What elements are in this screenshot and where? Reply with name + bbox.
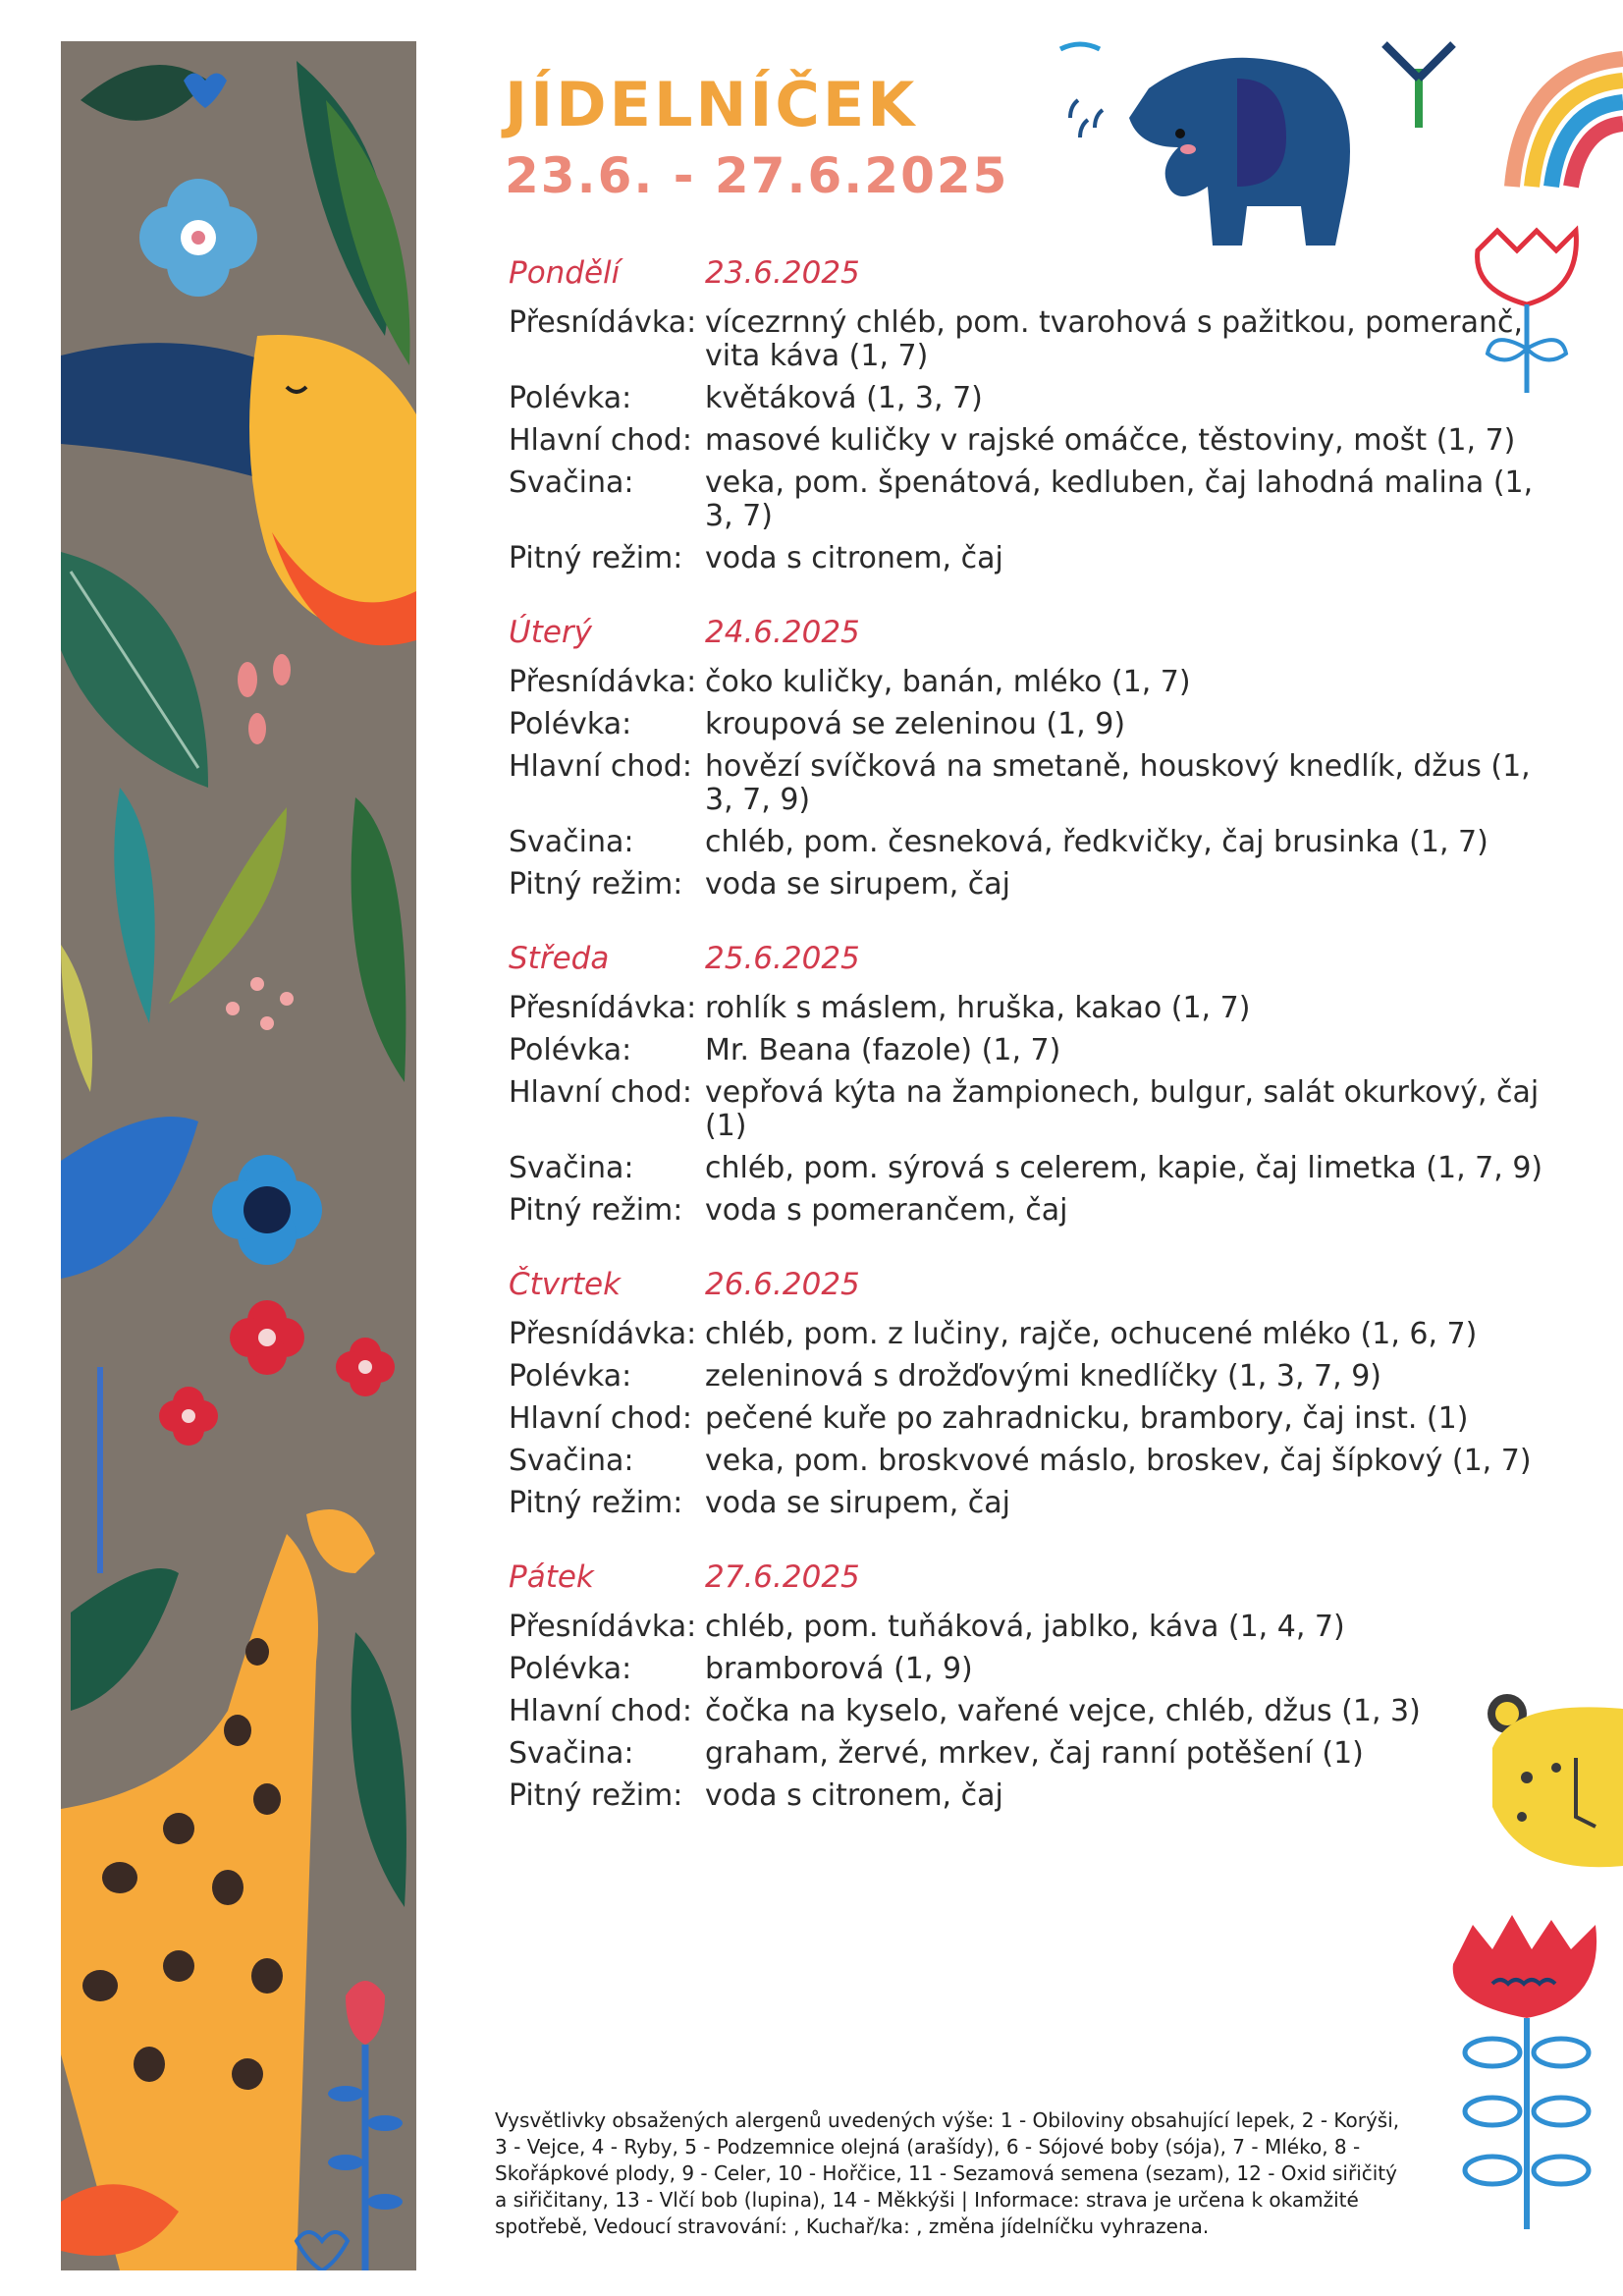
meal-label: Polévka:	[509, 1652, 632, 1686]
meal-value: kroupová se zeleninou (1, 9)	[705, 707, 1126, 741]
day-name: Úterý	[509, 615, 593, 650]
day-wednesday	[509, 931, 1559, 1228]
meal-row	[509, 1076, 1559, 1143]
day-heading	[509, 246, 1559, 301]
meal-value: veka, pom. broskvové máslo, broskev, čaj šípkový (1, 7)	[705, 1444, 1532, 1478]
meal-row	[509, 466, 1559, 533]
meal-label: Svačina:	[509, 1444, 634, 1478]
day-thursday	[509, 1257, 1559, 1520]
meal-row	[509, 826, 1559, 859]
day-heading	[509, 1550, 1559, 1605]
meal-label: Svačina:	[509, 825, 634, 859]
day-heading	[509, 605, 1559, 660]
meal-row	[509, 868, 1559, 902]
meal-label: Přesnídávka:	[509, 1317, 697, 1351]
meal-value: čočka na kyselo, vařené vejce, chléb, džus (1, 3)	[705, 1694, 1421, 1728]
day-name: Pátek	[509, 1559, 594, 1595]
meal-value: hovězí svíčková na smetaně, houskový knedlík, džus (1, 3, 7, 9)	[705, 749, 1531, 817]
meal-row	[509, 1402, 1559, 1436]
meal-row	[509, 708, 1559, 741]
meal-value: vepřová kýta na žampionech, bulgur, salát okurkový, čaj (1)	[705, 1075, 1540, 1143]
meal-value: masové kuličky v rajské omáčce, těstoviny, mošt (1, 7)	[705, 423, 1516, 458]
meal-row	[509, 1653, 1559, 1686]
meal-label: Hlavní chod:	[509, 1694, 692, 1728]
meal-value: bramborová (1, 9)	[705, 1652, 973, 1686]
meal-value: chléb, pom. sýrová s celerem, kapie, čaj limetka (1, 7, 9)	[705, 1151, 1543, 1185]
date-range: 23.6. - 27.6.2025	[505, 147, 1009, 204]
meal-value: chléb, pom. z lučiny, rajče, ochucené mléko (1, 6, 7)	[705, 1317, 1478, 1351]
elephant-illustration	[1051, 39, 1404, 275]
meal-row	[509, 424, 1559, 458]
meal-label: Hlavní chod:	[509, 423, 692, 458]
meal-label: Svačina:	[509, 465, 634, 500]
red-flower-icon	[1434, 1905, 1620, 2229]
day-heading	[509, 1257, 1559, 1312]
meal-row	[509, 1779, 1559, 1813]
day-date: 26.6.2025	[705, 1267, 860, 1302]
day-date: 24.6.2025	[705, 615, 860, 650]
meal-row	[509, 542, 1559, 575]
meal-value: voda s citronem, čaj	[705, 541, 1003, 575]
meal-row	[509, 666, 1559, 699]
meal-row	[509, 992, 1559, 1025]
meal-row	[509, 1318, 1559, 1351]
meal-value: květáková (1, 3, 7)	[705, 381, 983, 415]
allergen-legend: Vysvětlivky obsažených alergenů uvedených výše: 1 - Obiloviny obsahující lepek, 2 - Korýši, 3 - Vejce, 4 - Ryby, 5 - Podzemnice olejná (arašídy), 6 - Sójové boby (sója), 7 - Mléko, 8 - Skořápkové plody, 9 - Celer, 10 - Hořčice, 11 - Sezamová semena (sezam), 12 - Oxid siřičitý a siřičitany, 13 - Vlčí bob (lupina), 14 - Měkkýši | Informace: strava je určena k okamžité spotřebě, Vedoucí stravování: , Kuchař/ka: , změna jídelníčku vyhrazena.	[495, 2108, 1400, 2238]
meal-value: graham, žervé, mrkev, čaj ranní potěšení (1)	[705, 1736, 1364, 1771]
meal-value: zeleninová s drožďovými knedlíčky (1, 3, 7, 9)	[705, 1359, 1381, 1394]
jungle-illustration	[61, 41, 416, 2270]
meal-label: Pitný režim:	[509, 867, 683, 902]
meal-value: Mr. Beana (fazole) (1, 7)	[705, 1033, 1061, 1067]
meal-label: Hlavní chod:	[509, 1075, 692, 1110]
meal-row	[509, 1034, 1559, 1067]
day-name: Čtvrtek	[509, 1267, 622, 1302]
day-name: Středa	[509, 941, 610, 976]
meal-label: Polévka:	[509, 707, 632, 741]
day-heading	[509, 931, 1559, 986]
meal-row	[509, 1152, 1559, 1185]
meal-label: Přesnídávka:	[509, 665, 697, 699]
plant-sprout-icon	[1375, 39, 1463, 128]
meal-label: Svačina:	[509, 1736, 634, 1771]
meal-value: pečené kuře po zahradnicku, brambory, čaj inst. (1)	[705, 1401, 1469, 1436]
meal-label: Pitný režim:	[509, 541, 683, 575]
meal-value: veka, pom. špenátová, kedluben, čaj lahodná malina (1, 3, 7)	[705, 465, 1534, 533]
meal-value: voda s pomerančem, čaj	[705, 1193, 1068, 1228]
meal-row	[509, 1737, 1559, 1771]
meal-label: Pitný režim:	[509, 1778, 683, 1813]
meal-value: čoko kuličky, banán, mléko (1, 7)	[705, 665, 1191, 699]
day-date: 25.6.2025	[705, 941, 860, 976]
meal-label: Polévka:	[509, 381, 632, 415]
meal-label: Hlavní chod:	[509, 1401, 692, 1436]
meal-label: Pitný režim:	[509, 1486, 683, 1520]
rainbow-icon	[1492, 39, 1623, 196]
meal-row	[509, 1194, 1559, 1228]
meal-row	[509, 306, 1559, 373]
meal-row	[509, 1487, 1559, 1520]
meal-value: chléb, pom. tuňáková, jablko, káva (1, 4, 7)	[705, 1610, 1345, 1644]
meal-row	[509, 1695, 1559, 1728]
meal-row	[509, 750, 1559, 817]
meal-value: voda se sirupem, čaj	[705, 1486, 1011, 1520]
meal-value: rohlík s máslem, hruška, kakao (1, 7)	[705, 991, 1251, 1025]
meal-label: Přesnídávka:	[509, 1610, 697, 1644]
meal-value: chléb, pom. česneková, ředkvičky, čaj brusinka (1, 7)	[705, 825, 1488, 859]
meal-label: Polévka:	[509, 1033, 632, 1067]
day-friday	[509, 1550, 1559, 1813]
meal-row	[509, 1445, 1559, 1478]
day-name: Pondělí	[509, 255, 621, 291]
day-date: 23.6.2025	[705, 255, 860, 291]
meal-row	[509, 1360, 1559, 1394]
meal-label: Svačina:	[509, 1151, 634, 1185]
decorative-strip	[61, 41, 416, 2270]
day-monday	[509, 246, 1559, 575]
meal-value: voda se sirupem, čaj	[705, 867, 1011, 902]
meal-value: voda s citronem, čaj	[705, 1778, 1003, 1813]
day-tuesday	[509, 605, 1559, 902]
weekly-menu	[509, 246, 1559, 1842]
day-date: 27.6.2025	[705, 1559, 860, 1595]
meal-row	[509, 1611, 1559, 1644]
meal-value: vícezrnný chléb, pom. tvarohová s pažitkou, pomeranč, vita káva (1, 7)	[705, 305, 1524, 373]
meal-label: Přesnídávka:	[509, 991, 697, 1025]
meal-row	[509, 382, 1559, 415]
page-title: JÍDELNÍČEK	[505, 69, 918, 140]
meal-label: Polévka:	[509, 1359, 632, 1394]
meal-label: Pitný režim:	[509, 1193, 683, 1228]
meal-label: Hlavní chod:	[509, 749, 692, 784]
meal-label: Přesnídávka:	[509, 305, 697, 340]
